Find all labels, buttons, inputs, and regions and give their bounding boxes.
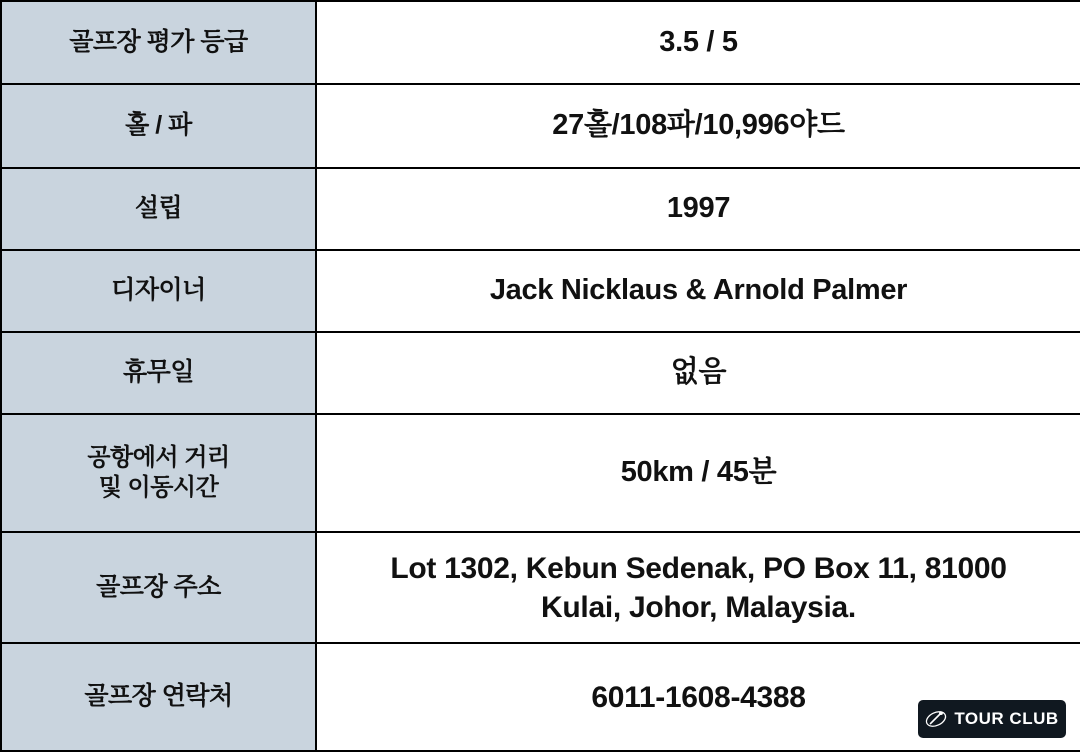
row-label-contact: 골프장 연락처 bbox=[1, 643, 316, 751]
row-label-address: 골프장 주소 bbox=[1, 532, 316, 643]
row-label-airport-distance bbox=[1, 414, 316, 532]
row-value-address-line1: Lot 1302, Kebun Sedenak, PO Box 11, 81000 bbox=[390, 551, 1007, 585]
row-label-holes-par: 홀 / 파 bbox=[1, 84, 316, 168]
tour-club-logo-text: TOUR CLUB bbox=[954, 709, 1059, 728]
golf-swing-icon bbox=[925, 708, 947, 730]
row-value-holes-par: 27홀/108파/10,996야드 bbox=[316, 84, 1080, 168]
table-body bbox=[1, 1, 1080, 751]
row-label-closed-days: 휴무일 bbox=[1, 332, 316, 414]
table-row bbox=[1, 1, 1080, 84]
table-row bbox=[1, 414, 1080, 532]
table-row bbox=[1, 168, 1080, 250]
row-value-airport-distance: 50km / 45분 bbox=[316, 414, 1080, 532]
row-label-airport-distance-line2: 및 이동시간 bbox=[98, 474, 219, 501]
row-value-address bbox=[316, 532, 1080, 643]
row-value-rating: 3.5 / 5 bbox=[316, 1, 1080, 84]
row-value-closed-days: 없음 bbox=[316, 332, 1080, 414]
row-value-address-line2: Kulai, Johor, Malaysia. bbox=[541, 590, 856, 624]
tour-club-logo bbox=[918, 700, 1066, 738]
table-row bbox=[1, 332, 1080, 414]
table-row bbox=[1, 250, 1080, 332]
table-row bbox=[1, 84, 1080, 168]
row-value-contact: 6011-1608-4388 bbox=[316, 643, 1080, 751]
table-row bbox=[1, 532, 1080, 643]
row-label-established: 설립 bbox=[1, 168, 316, 250]
row-label-airport-distance-line1: 공항에서 거리 bbox=[87, 444, 230, 471]
row-label-designer: 디자이너 bbox=[1, 250, 316, 332]
row-value-designer: Jack Nicklaus & Arnold Palmer bbox=[316, 250, 1080, 332]
row-label-rating: 골프장 평가 등급 bbox=[1, 1, 316, 84]
row-value-established: 1997 bbox=[316, 168, 1080, 250]
